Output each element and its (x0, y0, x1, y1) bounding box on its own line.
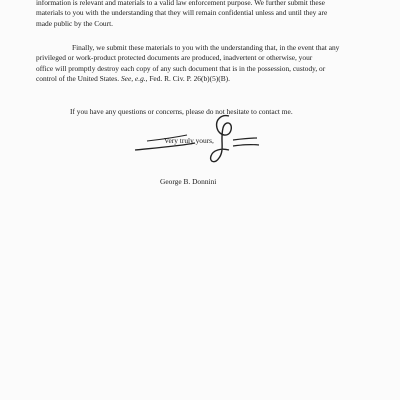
paragraph-line: office will promptly destroy each copy of any such document that is in the possession, custody, or (36, 63, 326, 73)
privilege-paragraph (36, 43, 339, 85)
confidentiality-paragraph (36, 0, 327, 29)
paragraph-line: privileged or work-product protected documents are produced, inadvertent or otherwise, your (36, 53, 313, 63)
citation-signal: See, e.g., (120, 74, 148, 84)
handwritten-signature (125, 110, 265, 168)
citation-rule: Fed. R. Civ. P. 26(b)(5)(B). (147, 74, 230, 84)
paragraph-line (36, 74, 339, 84)
paragraph-line: materials to you with the understanding that they will remain confidential unless and until they are (36, 8, 328, 18)
questions-line: If you have any questions or concerns, please do not hesitate to contact me. (70, 107, 293, 116)
citation-prefix: control of the United States. (36, 74, 121, 84)
paragraph-line: Finally, we submit these materials to you with the understanding that, in the event that any (72, 43, 340, 52)
paragraph-line: information is relevant and materials to a valid law enforcement purpose. We further submit these (36, 0, 325, 7)
closing-salutation: Very truly yours, (164, 136, 214, 145)
paragraph-line: made public by the Court. (36, 18, 113, 28)
signer-name: George B. Donnini (160, 177, 217, 186)
